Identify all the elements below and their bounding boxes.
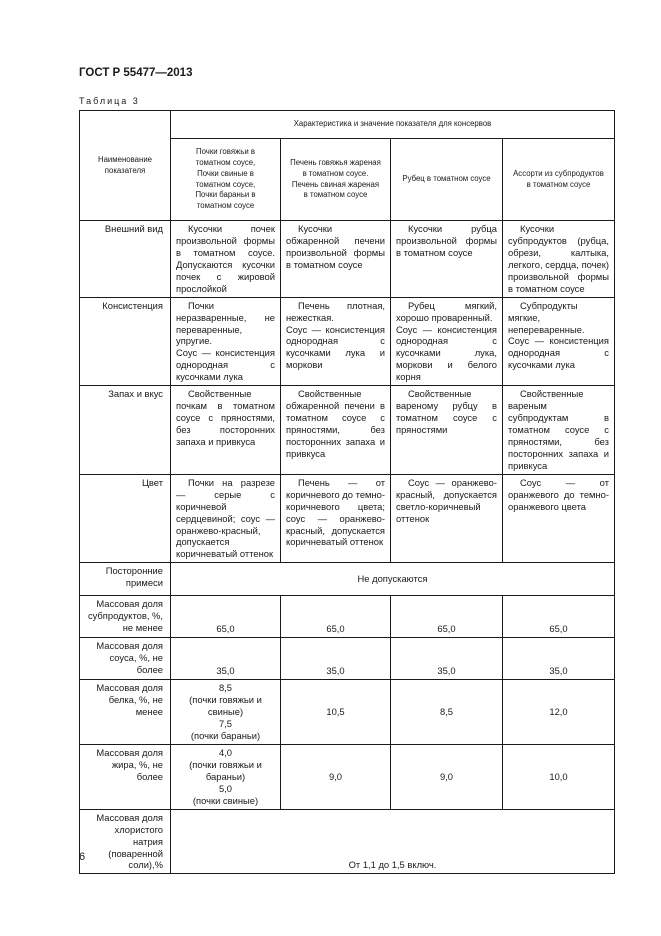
row-name: Посторонние примеси (80, 563, 171, 596)
table-cell: Субпродукты мягкие, непереваренные. Соус — консистенция однородная с кусочками лука (503, 297, 615, 386)
table-caption: Таблица 3 (79, 96, 140, 106)
table-cell: 65,0 (281, 596, 391, 638)
merged-cell: От 1,1 до 1,5 включ. (171, 809, 615, 874)
row-name: Массовая доля жира, %, не более (80, 745, 171, 810)
table-row (80, 563, 615, 596)
table-cell: 35,0 (503, 638, 615, 680)
table-cell: 8,5 (почки говяжьи и свиные) 7,5 (почки бараньи) (171, 680, 281, 745)
table-cell: Свойственные обжаренной печени в томатном соусе с пряностями, без посторонних запаха и привкуса (281, 386, 391, 475)
table-cell: 35,0 (281, 638, 391, 680)
table-cell: Печень — от коричневого до темно-коричневого цвета; соус — оранжево-красный, допускается коричневатый оттенок (281, 474, 391, 563)
table-cell: 10,0 (503, 745, 615, 810)
table-cell: Кусочки почек произвольной формы в томатном соусе. Допускаются кусочки почек с жировой прослойкой (171, 221, 281, 298)
table-cell: Почки на разрезе — серые с коричневой сердцевиной; соус — оранжево-красный, допускается коричневатый оттенок (171, 474, 281, 563)
table-cell: 65,0 (503, 596, 615, 638)
table-row (80, 297, 615, 386)
table-row (80, 745, 615, 810)
table-row (80, 638, 615, 680)
row-name: Внешний вид (80, 221, 171, 298)
row-name: Массовая доля белка, %, не менее (80, 680, 171, 745)
row-name: Запах и вкус (80, 386, 171, 475)
table-cell: 9,0 (281, 745, 391, 810)
table-cell: 35,0 (391, 638, 503, 680)
table-cell: 8,5 (391, 680, 503, 745)
row-name: Массовая доля хлористого натрия (поваренной соли),% (80, 809, 171, 874)
table-row (80, 596, 615, 638)
table-cell: 65,0 (171, 596, 281, 638)
row-name: Консистенция (80, 297, 171, 386)
table-cell: Кусочки рубца произвольной формы в томатном соусе (391, 221, 503, 298)
table-cell: Соус — от оранжевого до темно-оранжевого цвета (503, 474, 615, 563)
col-header-tripe: Рубец в томатном соусе (391, 139, 503, 221)
document-code: ГОСТ Р 55477—2013 (79, 67, 193, 79)
table-cell: Свойственные вареным субпродуктам в томатном соусе с пряностями, без посторонних запаха и привкуса (503, 386, 615, 475)
col-header-kidneys: Почки говяжьи в томатном соусе, Почки свиные в томатном соусе, Почки бараньи в томатном соусе (171, 139, 281, 221)
table-cell: Соус — оранжево-красный, допускается светло-коричневый оттенок (391, 474, 503, 563)
group-header: Характеристика и значение показателя для консервов (171, 111, 615, 139)
row-name: Массовая доля соуса, %, не более (80, 638, 171, 680)
table-cell: Кусочки обжаренной печени произвольной формы в томатном соусе (281, 221, 391, 298)
table-cell: 9,0 (391, 745, 503, 810)
table-row (80, 809, 615, 874)
col-header-liver: Печень говяжья жареная в томатном соусе. Печень свиная жареная в томатном соусе (281, 139, 391, 221)
merged-cell: Не допускаются (171, 563, 615, 596)
table-cell: Свойственные почкам в томатном соусе с пряностями, без посторонних запаха и привкуса (171, 386, 281, 475)
table-cell: 35,0 (171, 638, 281, 680)
row-name: Массовая доля субпродуктов, %, не менее (80, 596, 171, 638)
table-cell: Почки неразваренные, не переваренные, упругие. Соус — консистенция однородная с кусочками лука (171, 297, 281, 386)
table-cell: 65,0 (391, 596, 503, 638)
col-header-name: Наименование показателя (80, 111, 171, 221)
row-name: Цвет (80, 474, 171, 563)
table-cell: Кусочки субпродуктов (рубца, обрези, калтыка, легкого, сердца, почек) произвольной формы в томатном соусе (503, 221, 615, 298)
table-cell: 12,0 (503, 680, 615, 745)
table-cell: 10,5 (281, 680, 391, 745)
table-cell: Свойственные вареному рубцу в томатном соусе с пряностями (391, 386, 503, 475)
table-row (80, 474, 615, 563)
page-number: 6 (79, 851, 86, 863)
table-cell: Печень плотная, нежесткая. Соус — консистенция однородная с кусочками лука и моркови (281, 297, 391, 386)
table-cell: 4,0 (почки говяжьи и бараньи) 5,0 (почки свиные) (171, 745, 281, 810)
table-cell: Рубец мягкий, хорошо проваренный. Соус — консистенция однородная с кусочками лука, моркови и белого корня (391, 297, 503, 386)
specification-table (79, 110, 615, 874)
table-row (80, 680, 615, 745)
table-row (80, 221, 615, 298)
table-row (80, 386, 615, 475)
col-header-assorted: Ассорти из субпродуктов в томатном соусе (503, 139, 615, 221)
